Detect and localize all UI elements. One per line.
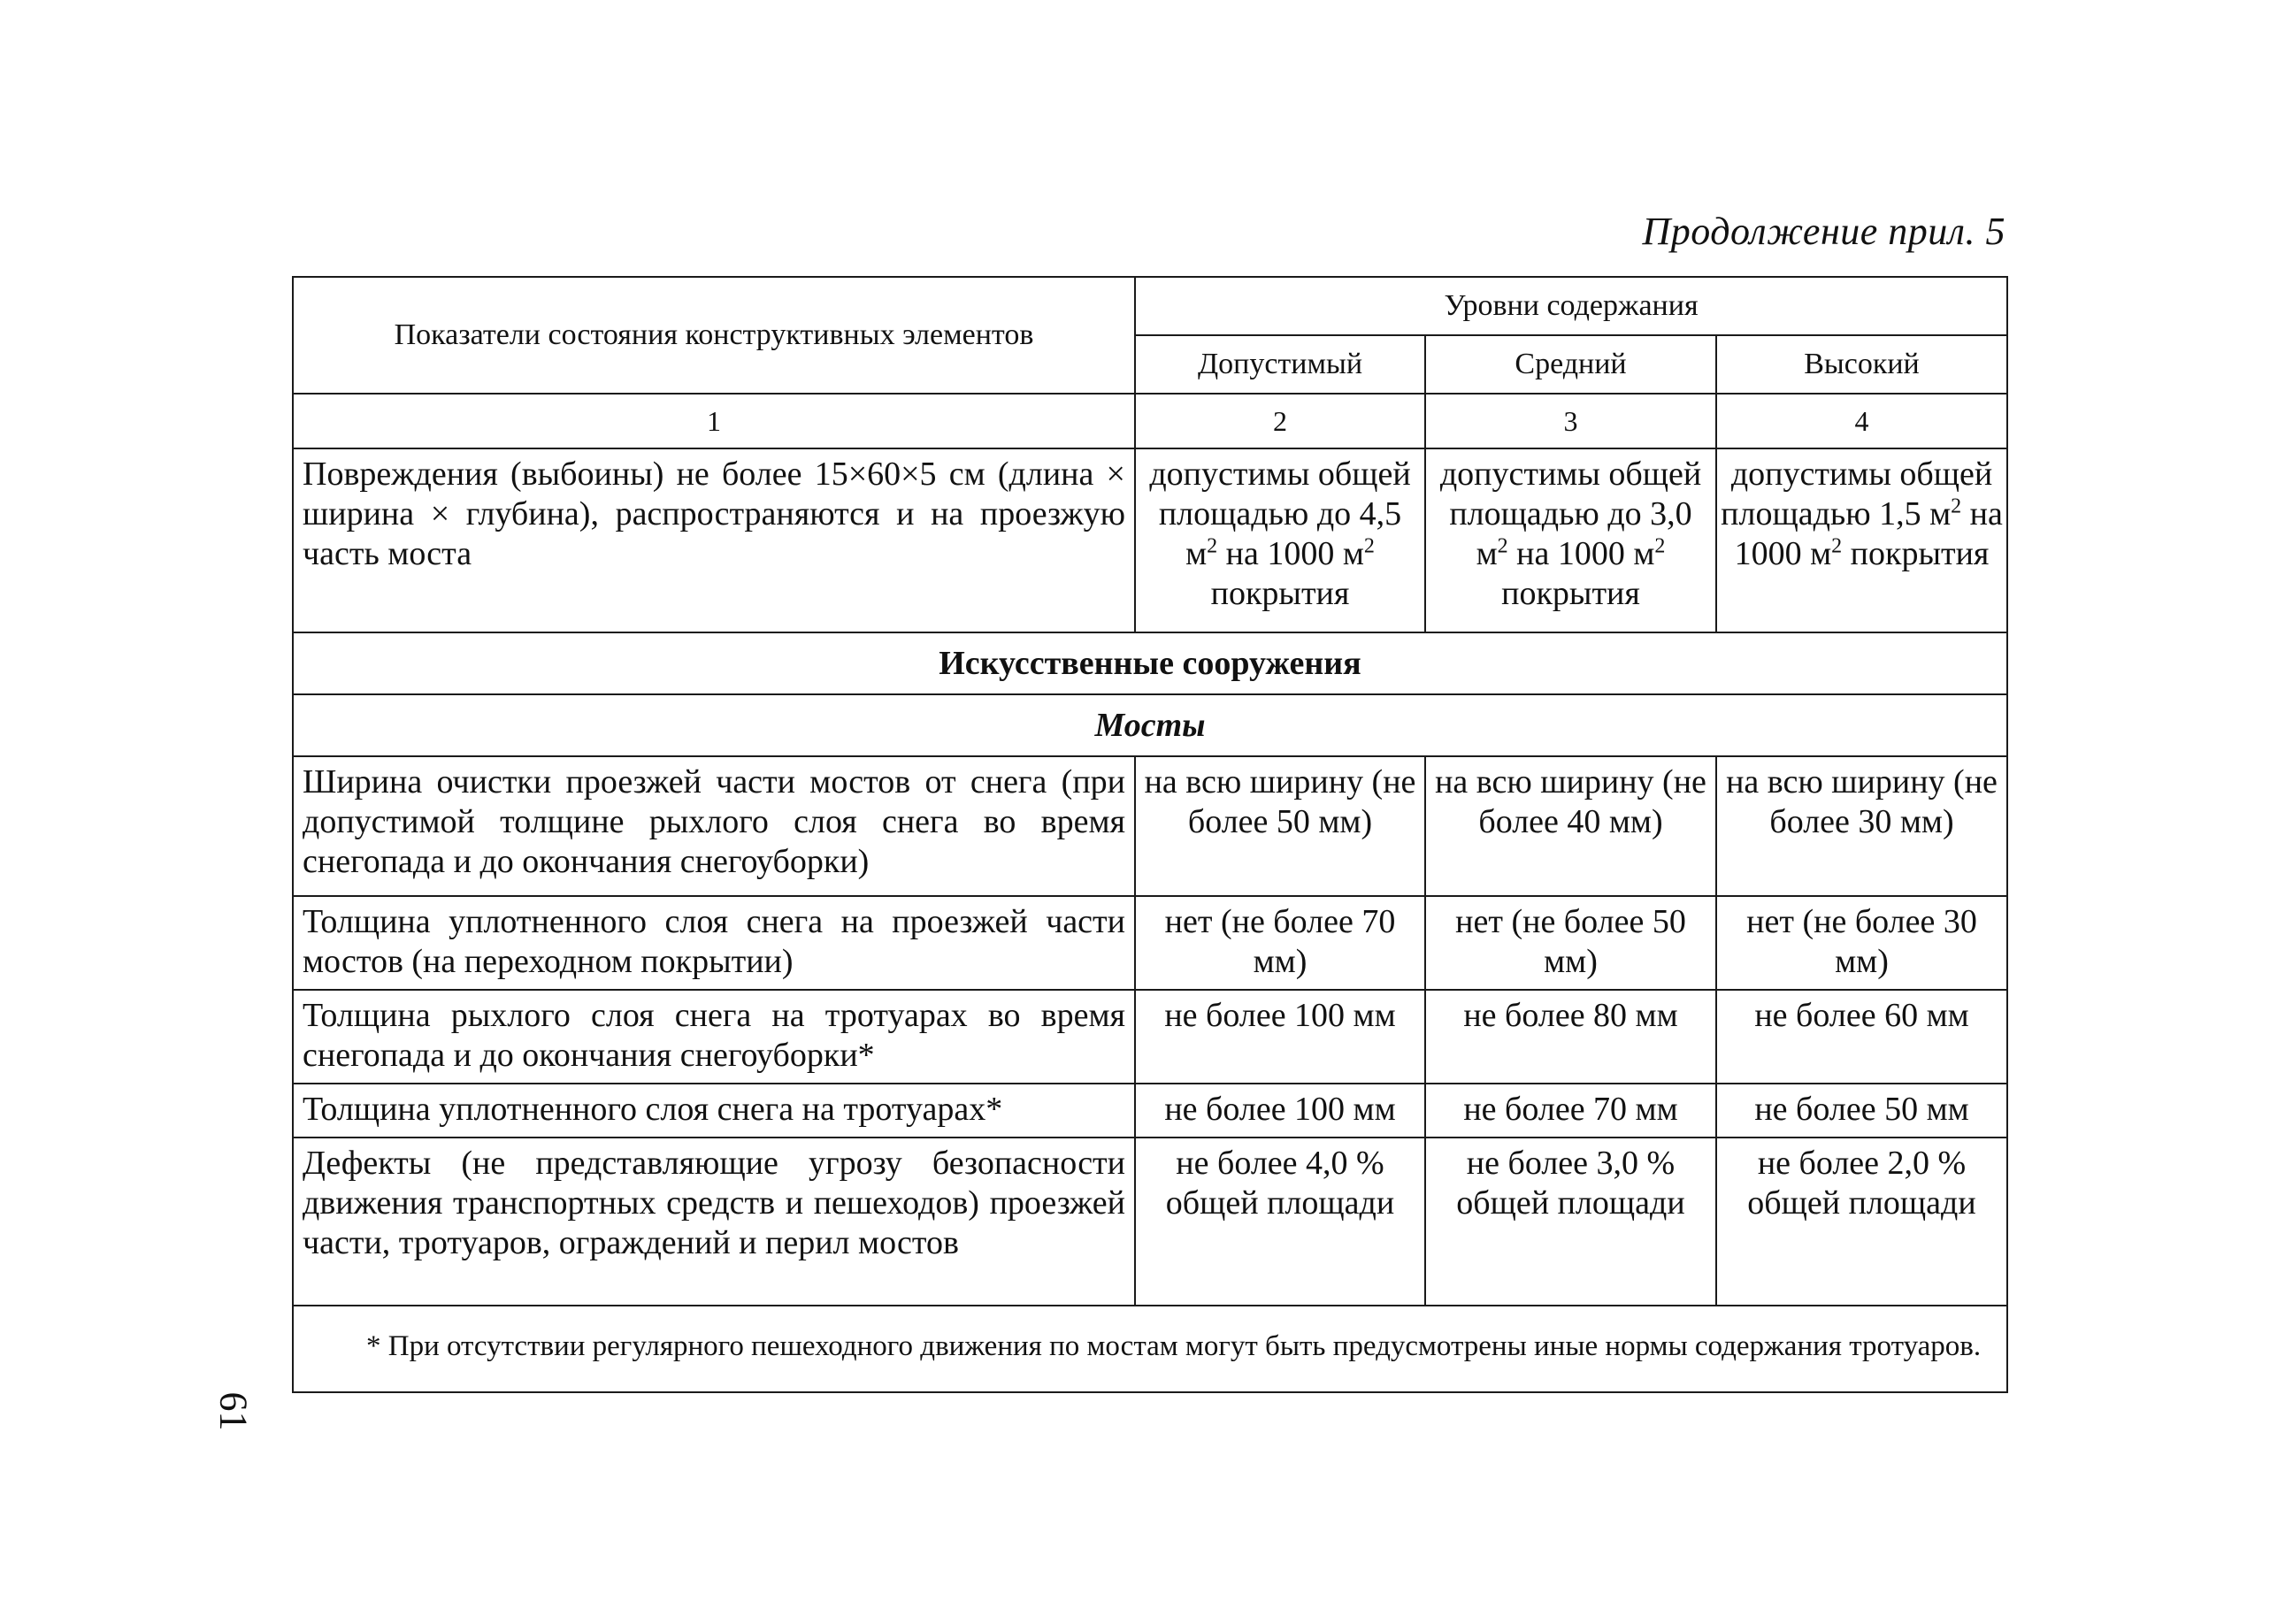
footnote: * При отсутствии регулярного пешеходного движения по мостам могут быть предусмотрены иные нормы содержания тротуаров.: [293, 1306, 2007, 1392]
row-value: допустимы общей площадью 1,5 $м^2$ на 1000 $м^2$ покрытия: [1716, 448, 2007, 632]
row-value: не более 60 мм: [1716, 990, 2007, 1084]
row-value: не более 70 мм: [1425, 1084, 1716, 1138]
row-value: на всю ширину (не более 40 мм): [1425, 756, 1716, 896]
row-value: на всю ширину (не более 30 мм): [1716, 756, 2007, 896]
level-medium: Средний: [1425, 335, 1716, 394]
table-header-row: [293, 277, 2007, 335]
footnote-row: [293, 1306, 2007, 1392]
column-number: 1: [293, 394, 1135, 448]
row-value: нет (не более 30 мм): [1716, 896, 2007, 990]
table-row: [293, 1084, 2007, 1138]
row-value: не более 100 мм: [1135, 990, 1425, 1084]
standards-table: [292, 276, 2008, 1393]
levels-header: Уровни содержания: [1135, 277, 2007, 335]
row-value: допустимы общей площадью до 3,0 $м^2$ на 1000 $м^2$ покрытия: [1425, 448, 1716, 632]
row-value: не более 80 мм: [1425, 990, 1716, 1084]
row-description: Толщина рыхлого слоя снега на тротуарах во время снегопада и до окончания снегоуборки*: [293, 990, 1135, 1084]
column-number: 3: [1425, 394, 1716, 448]
row-value: не более 2,0 % общей площади: [1716, 1138, 2007, 1306]
column-numbers-row: [293, 394, 2007, 448]
row-value: допустимы общей площадью до 4,5 $м^2$ на 1000 $м^2$ покрытия: [1135, 448, 1425, 632]
page-number: 61: [211, 1391, 256, 1431]
row-description: Толщина уплотненного слоя снега на проезжей части мостов (на переходном покрытии): [293, 896, 1135, 990]
table-row: [293, 1138, 2007, 1306]
table-row: [293, 990, 2007, 1084]
table-row: [293, 448, 2007, 632]
column-number: 4: [1716, 394, 2007, 448]
row-value: не более 4,0 % общей площади: [1135, 1138, 1425, 1306]
row-value: на всю ширину (не более 50 мм): [1135, 756, 1425, 896]
subsection-row: [293, 694, 2007, 756]
table-row: [293, 756, 2007, 896]
indicators-header: Показатели состояния конструктивных элементов: [293, 277, 1135, 394]
row-description: Повреждения (выбоины) не более 15×60×5 см (длина × ширина × глубина), распространяются и на проезжую часть моста: [293, 448, 1135, 632]
continuation-label: Продолжение прил. 5: [1642, 210, 2005, 253]
row-description: Ширина очистки проезжей части мостов от снега (при допустимой толщине рыхлого слоя снега во время снегопада и до окончания снегоуборки): [293, 756, 1135, 896]
row-description: Толщина уплотненного слоя снега на тротуарах*: [293, 1084, 1135, 1138]
row-value: не более 100 мм: [1135, 1084, 1425, 1138]
section-title: Искусственные сооружения: [293, 632, 2007, 694]
table-row: [293, 896, 2007, 990]
row-value: нет (не более 50 мм): [1425, 896, 1716, 990]
level-high: Высокий: [1716, 335, 2007, 394]
row-value: не более 3,0 % общей площади: [1425, 1138, 1716, 1306]
subsection-title: Мосты: [293, 694, 2007, 756]
row-value: не более 50 мм: [1716, 1084, 2007, 1138]
level-acceptable: Допустимый: [1135, 335, 1425, 394]
column-number: 2: [1135, 394, 1425, 448]
row-description: Дефекты (не представляющие угрозу безопасности движения транспортных средств и пешеходов) проезжей части, тротуаров, ограждений и перил мостов: [293, 1138, 1135, 1306]
section-row: [293, 632, 2007, 694]
row-value: нет (не более 70 мм): [1135, 896, 1425, 990]
